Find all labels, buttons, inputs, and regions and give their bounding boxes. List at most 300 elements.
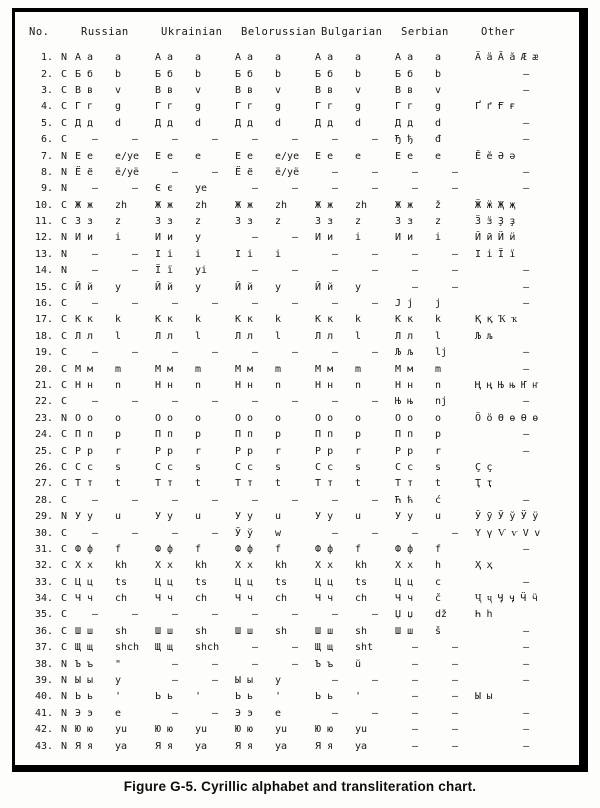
letter-type: C — [60, 478, 68, 490]
column-header-ukrainian: Ukrainian — [161, 26, 223, 38]
table-row — [23, 607, 577, 623]
letter-cell: Ь ь — [155, 691, 174, 703]
letter-cell: Ш ш — [315, 625, 334, 637]
transliteration-cell: – — [452, 281, 459, 293]
table-row — [23, 575, 577, 591]
letter-cell: Г г — [75, 101, 94, 113]
letter-cell: А а — [155, 52, 174, 64]
letter-cell: І і — [235, 248, 254, 260]
transliteration-cell: c — [435, 576, 442, 588]
letter-cell: З з — [395, 216, 414, 228]
row-number: 8. — [40, 166, 53, 178]
table-row — [23, 279, 577, 295]
row-number: 24. — [34, 429, 53, 441]
row-number: 40. — [34, 691, 53, 703]
transliteration-cell: y — [115, 675, 122, 687]
transliteration-cell: š — [435, 625, 442, 637]
other-languages-cell: – — [523, 445, 529, 457]
letter-cell: Х х — [315, 560, 334, 572]
letter-cell: В в — [235, 84, 254, 96]
letter-cell: – — [252, 298, 259, 310]
row-number: 7. — [40, 150, 53, 162]
row-number: 18. — [34, 330, 53, 342]
letter-type: N — [60, 166, 68, 178]
letter-cell: Ф ф — [235, 543, 254, 555]
other-languages-cell: Ӯ ӯ Ў ў Ӱ ӱ — [475, 511, 538, 523]
transliteration-cell: e/ye — [115, 150, 140, 162]
letter-type: C — [60, 347, 68, 359]
transliteration-cell: ya — [195, 740, 208, 752]
letter-cell: А а — [395, 52, 414, 64]
letter-type: C — [60, 396, 68, 408]
letter-cell: А а — [75, 52, 94, 64]
letter-cell: Ш ш — [75, 625, 94, 637]
letter-cell: И и — [75, 232, 94, 244]
transliteration-cell: e — [275, 707, 282, 719]
transliteration-cell: zh — [275, 199, 288, 211]
transliteration-cell: yu — [115, 724, 128, 736]
transliteration-cell: s — [275, 461, 282, 473]
row-number: 26. — [34, 461, 53, 473]
other-languages-cell: – — [523, 117, 529, 129]
transliteration-cell: u — [435, 511, 442, 523]
transliteration-cell: shch — [195, 642, 220, 654]
transliteration-cell: – — [452, 265, 459, 277]
letter-cell: З з — [75, 216, 94, 228]
table-row — [23, 509, 577, 525]
transliteration-cell: sht — [355, 642, 374, 654]
letter-type: N — [60, 724, 68, 736]
table-row — [23, 345, 577, 361]
other-languages-cell: – — [523, 707, 529, 719]
letter-cell: Ы ы — [235, 675, 254, 687]
transliteration-cell: ë/yë — [115, 166, 140, 178]
transliteration-cell: z — [195, 216, 202, 228]
transliteration-cell: p — [435, 429, 442, 441]
transliteration-cell: lj — [435, 347, 448, 359]
table-row — [23, 99, 577, 115]
transliteration-cell: kh — [115, 560, 128, 572]
letter-cell: Б б — [75, 68, 94, 80]
transliteration-cell: d — [435, 117, 442, 129]
transliteration-cell: yi — [195, 265, 208, 277]
letter-cell: – — [91, 609, 99, 621]
transliteration-cell: n — [355, 380, 362, 391]
letter-cell: Ъ ъ — [315, 658, 334, 670]
letter-cell: – — [412, 658, 419, 670]
transliteration-cell: b — [355, 68, 362, 80]
transliteration-cell: i — [115, 232, 122, 244]
letter-cell: Љ љ — [395, 347, 414, 359]
letter-cell: Ч ч — [395, 593, 414, 605]
letter-cell: Ш ш — [235, 625, 254, 637]
letter-cell: В в — [155, 84, 174, 96]
transliteration-cell: – — [292, 265, 299, 277]
letter-cell: – — [172, 658, 179, 670]
letter-cell: Н н — [315, 380, 334, 391]
transliteration-cell: – — [452, 658, 459, 670]
transliteration-cell: b — [115, 68, 122, 80]
transliteration-cell: o — [275, 412, 282, 424]
transliteration-cell: g — [435, 101, 442, 113]
transliteration-cell: ' — [275, 691, 282, 703]
letter-cell: Е е — [75, 150, 94, 162]
transliteration-cell: – — [372, 183, 379, 195]
letter-cell: И и — [155, 232, 174, 244]
letter-cell: Т т — [155, 478, 174, 490]
transliteration-cell: p — [115, 429, 122, 441]
transliteration-cell: g — [115, 101, 122, 113]
other-languages-cell: – — [523, 494, 529, 506]
transliteration-cell: – — [131, 609, 139, 621]
column-header-russian: Russian — [81, 26, 129, 38]
letter-cell: Ц ц — [315, 576, 334, 588]
table-row — [23, 329, 577, 345]
other-languages-cell: – — [523, 429, 529, 441]
letter-type: N — [60, 265, 68, 277]
other-languages-cell: Ҭ ҭ — [475, 478, 493, 490]
letter-cell: С с — [75, 461, 94, 473]
row-number: 20. — [34, 363, 53, 375]
transliteration-cell: kh — [355, 560, 368, 572]
transliteration-cell: v — [435, 84, 442, 96]
transliteration-cell: – — [292, 347, 299, 359]
transliteration-cell: n — [275, 380, 282, 391]
transliteration-cell: sh — [195, 625, 208, 637]
transliteration-cell: – — [212, 134, 219, 146]
transliteration-cell: kh — [275, 560, 288, 572]
transliteration-cell: p — [195, 429, 202, 441]
letter-cell: Ц ц — [155, 576, 174, 588]
row-number: 35. — [34, 609, 53, 621]
letter-type: N — [60, 675, 68, 687]
transliteration-cell: n — [435, 380, 442, 391]
letter-cell: – — [412, 183, 419, 195]
letter-cell: Д д — [235, 117, 254, 129]
transliteration-cell: yu — [275, 724, 288, 736]
transliteration-cell: – — [452, 691, 459, 703]
letter-cell: – — [332, 166, 339, 178]
letter-cell: – — [91, 347, 99, 359]
transliteration-cell: ' — [355, 691, 362, 703]
letter-type: C — [60, 199, 68, 211]
transliteration-cell: o — [435, 412, 442, 424]
row-number: 16. — [34, 298, 53, 310]
table-row — [23, 656, 577, 672]
table-row — [23, 460, 577, 476]
column-header-belorussian: Belorussian — [241, 26, 317, 38]
transliteration-cell: sh — [355, 625, 368, 637]
letter-type: N — [60, 691, 68, 703]
other-languages-cell: – — [523, 134, 529, 146]
letter-cell: З з — [235, 216, 254, 228]
other-languages-cell: – — [523, 183, 529, 195]
letter-cell: С с — [315, 461, 334, 473]
transliteration-cell: – — [131, 248, 139, 260]
transliteration-cell: r — [195, 445, 202, 457]
transliteration-cell: – — [452, 527, 459, 539]
letter-cell: – — [172, 609, 179, 621]
row-number: 25. — [34, 445, 53, 457]
transliteration-cell: t — [115, 478, 122, 490]
transliteration-cell: – — [212, 494, 219, 506]
letter-type: N — [60, 248, 68, 260]
transliteration-cell: a — [435, 52, 442, 64]
letter-cell: Л л — [235, 330, 254, 342]
other-languages-cell: Ҷ ҷ Ӌ ӌ Ӵ ӵ — [475, 593, 538, 605]
transliteration-cell: sh — [115, 625, 128, 637]
transliteration-cell: v — [115, 84, 122, 96]
transliteration-cell: r — [115, 445, 122, 457]
letter-cell: Н н — [155, 380, 174, 391]
letter-cell: Р р — [315, 445, 334, 457]
transliteration-cell: w — [275, 527, 282, 539]
transliteration-cell: k — [195, 314, 202, 326]
letter-type: N — [60, 707, 68, 719]
letter-cell: Ђ ђ — [395, 134, 414, 146]
table-row — [23, 689, 577, 705]
other-languages-cell: Ӝ ӝ Җ җ — [475, 199, 516, 211]
table-row — [23, 706, 577, 722]
letter-type: C — [60, 117, 68, 129]
transliteration-cell: f — [435, 543, 442, 555]
transliteration-cell: – — [212, 347, 219, 359]
letter-cell: К к — [395, 314, 414, 326]
letter-type: C — [60, 314, 68, 326]
letter-cell: – — [332, 347, 339, 359]
letter-cell: Ё ё — [75, 166, 94, 178]
transliteration-cell: – — [452, 166, 459, 178]
letter-cell: – — [252, 134, 259, 146]
other-languages-cell: – — [523, 166, 529, 178]
letter-type: C — [60, 330, 68, 342]
row-number: 39. — [34, 675, 53, 687]
letter-cell: Ы ы — [75, 675, 94, 687]
letter-cell: Ъ ъ — [75, 658, 94, 670]
transliteration-cell: ch — [355, 593, 368, 605]
transliteration-cell: y — [195, 281, 202, 293]
letter-cell: Ж ж — [155, 199, 174, 211]
table-row — [23, 296, 577, 312]
letter-cell: – — [91, 248, 99, 260]
letter-cell: Ї ї — [155, 265, 174, 277]
letter-cell: – — [332, 396, 339, 408]
transliteration-cell: o — [355, 412, 362, 424]
letter-cell: С с — [395, 461, 414, 473]
transliteration-cell: – — [372, 396, 379, 408]
letter-cell: Щ щ — [155, 642, 174, 654]
letter-cell: – — [252, 232, 259, 244]
letter-cell: Ю ю — [155, 724, 174, 736]
letter-cell: Ц ц — [75, 576, 94, 588]
row-number: 11. — [34, 216, 53, 228]
letter-cell: І і — [155, 248, 174, 260]
letter-cell: Б б — [235, 68, 254, 80]
letter-type: N — [60, 52, 68, 64]
table-row — [23, 558, 577, 574]
letter-cell: Г г — [395, 101, 414, 113]
letter-cell: М м — [395, 363, 414, 375]
table-row — [23, 247, 577, 263]
transliteration-cell: ć — [435, 494, 442, 506]
transliteration-cell: – — [372, 707, 379, 719]
transliteration-cell: m — [435, 363, 442, 375]
transliteration-cell: t — [355, 478, 362, 490]
letter-cell: Р р — [155, 445, 174, 457]
transliteration-cell: p — [355, 429, 362, 441]
table-row — [23, 214, 577, 230]
other-languages-cell: – — [523, 347, 529, 359]
letter-type: N — [60, 150, 68, 162]
letter-cell: Ю ю — [235, 724, 254, 736]
transliteration-cell: – — [292, 134, 299, 146]
letter-cell: – — [91, 265, 99, 277]
letter-cell: Н н — [75, 380, 94, 391]
column-header-bulgarian: Bulgarian — [321, 26, 383, 38]
letter-cell: Џ џ — [395, 609, 414, 621]
other-languages-cell: Ӓ ӓ Ӑ ӑ Ӕ ӕ — [475, 52, 538, 64]
table-row — [23, 476, 577, 492]
transliteration-cell: l — [195, 330, 202, 342]
transliteration-cell: – — [212, 166, 219, 178]
letter-cell: П п — [395, 429, 414, 441]
transliteration-cell: – — [131, 183, 139, 195]
transliteration-cell: t — [195, 478, 202, 490]
transliteration-cell: – — [292, 183, 299, 195]
transliteration-cell: i — [275, 248, 282, 260]
transliteration-cell: ya — [275, 740, 288, 752]
table-row — [23, 361, 577, 377]
transliteration-cell: " — [115, 658, 122, 670]
transliteration-cell: č — [435, 593, 442, 605]
transliteration-cell: – — [292, 494, 299, 506]
letter-cell: Ь ь — [75, 691, 94, 703]
other-languages-cell: – — [523, 625, 529, 637]
table-row — [23, 66, 577, 82]
transliteration-cell: b — [435, 68, 442, 80]
transliteration-cell: z — [355, 216, 362, 228]
transliteration-cell: – — [131, 527, 139, 539]
row-number: 33. — [34, 576, 53, 588]
column-header-other: Other — [481, 26, 516, 38]
transliteration-cell: u — [115, 511, 122, 523]
letter-type: C — [60, 593, 68, 605]
letter-cell: О о — [155, 412, 174, 424]
transliteration-cell: s — [355, 461, 362, 473]
table-row — [23, 116, 577, 132]
letter-cell: Ш ш — [395, 625, 414, 637]
row-number: 13. — [34, 248, 53, 260]
letter-cell: – — [172, 347, 179, 359]
letter-type: C — [60, 216, 68, 228]
row-number: 29. — [34, 511, 53, 523]
transliteration-cell: t — [275, 478, 282, 490]
table-row — [23, 394, 577, 410]
transliteration-cell: – — [212, 658, 219, 670]
letter-cell: М м — [315, 363, 334, 375]
other-languages-cell: Ү ү Ѵ ѵ V v — [475, 527, 540, 539]
transliteration-cell: – — [452, 248, 459, 260]
letter-type: C — [60, 609, 68, 621]
letter-cell: Х х — [155, 560, 174, 572]
other-languages-cell: Ы ы — [475, 691, 493, 703]
letter-cell: Н н — [235, 380, 254, 391]
transliteration-cell: r — [355, 445, 362, 457]
letter-cell: – — [91, 396, 99, 408]
transliteration-cell: y — [355, 281, 362, 293]
letter-type: C — [60, 363, 68, 375]
transliteration-cell: – — [452, 707, 459, 719]
table-row — [23, 673, 577, 689]
transliteration-cell: – — [372, 166, 379, 178]
row-number: 17. — [34, 314, 53, 326]
letter-cell: Щ щ — [315, 642, 334, 654]
transliteration-cell: m — [195, 363, 202, 375]
letter-cell: – — [332, 609, 339, 621]
letter-cell: М м — [75, 363, 94, 375]
letter-cell: Д д — [75, 117, 94, 129]
letter-cell: А а — [235, 52, 254, 64]
transliteration-cell: – — [452, 740, 459, 752]
transliteration-cell: v — [275, 84, 282, 96]
chart-frame — [12, 8, 588, 772]
other-languages-cell: – — [523, 740, 529, 752]
transliteration-cell: s — [435, 461, 442, 473]
table-row — [23, 738, 577, 754]
letter-type: C — [60, 576, 68, 588]
transliteration-cell: ch — [195, 593, 208, 605]
transliteration-cell: e — [195, 150, 202, 162]
row-number: 43. — [34, 740, 53, 752]
letter-type: C — [60, 625, 68, 637]
letter-type: C — [60, 642, 68, 654]
transliteration-cell: yu — [195, 724, 208, 736]
transliteration-cell: ë/yë — [275, 166, 300, 178]
table-row — [23, 50, 577, 66]
letter-type: C — [60, 445, 68, 457]
letter-cell: Ф ф — [155, 543, 174, 555]
letter-cell: Ц ц — [235, 576, 254, 588]
transliteration-cell: – — [372, 265, 379, 277]
other-languages-cell: Һ һ — [475, 609, 493, 621]
transliteration-cell: – — [372, 298, 379, 310]
letter-cell: Й й — [75, 281, 94, 293]
letter-cell: – — [412, 707, 419, 719]
letter-cell: – — [252, 494, 259, 506]
transliteration-cell: – — [212, 675, 219, 687]
transliteration-cell: g — [195, 101, 202, 113]
transliteration-cell: yu — [355, 724, 368, 736]
letter-cell: Ф ф — [75, 543, 94, 555]
letter-cell: К к — [75, 314, 94, 326]
transliteration-cell: – — [452, 675, 459, 687]
letter-type: N — [60, 412, 68, 424]
letter-cell: У у — [315, 511, 334, 523]
transliteration-cell: – — [372, 134, 379, 146]
other-languages-cell: Ӗ ӗ Ә ә — [475, 150, 516, 162]
letter-cell: Е е — [235, 150, 254, 162]
table-row — [23, 427, 577, 443]
letter-type: C — [60, 527, 68, 539]
letter-cell: У у — [155, 511, 174, 523]
table-row — [23, 493, 577, 509]
table-row — [23, 132, 577, 148]
letter-cell: Б б — [315, 68, 334, 80]
letter-cell: – — [412, 527, 419, 539]
letter-cell: Ж ж — [75, 199, 94, 211]
transliteration-cell: – — [452, 183, 459, 195]
row-number: 5. — [40, 117, 53, 129]
